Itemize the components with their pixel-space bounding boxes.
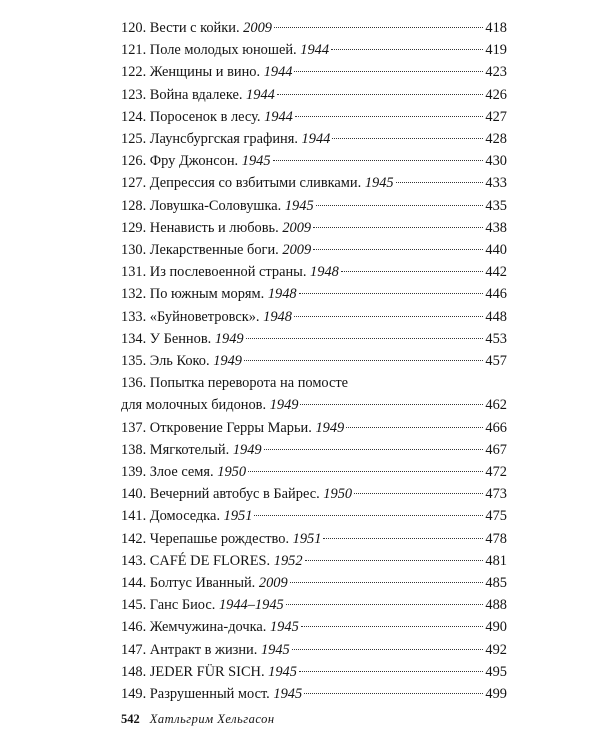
toc-entry-row — [121, 61, 507, 83]
toc-entry-row — [121, 150, 507, 172]
toc-entry — [121, 61, 507, 83]
toc-dot-leader — [254, 515, 483, 516]
toc-entry-year: 1952 — [273, 552, 303, 569]
toc-entry-row — [121, 639, 507, 661]
toc-entry-page: 418 — [485, 20, 507, 36]
toc-entry-page: 490 — [485, 619, 507, 636]
toc-entry-title: Лаунсбургская графиня. — [149, 131, 298, 148]
toc-entry-row — [121, 283, 507, 305]
toc-entry-title: Эль Коко. — [149, 353, 210, 370]
toc-entry-title: Мягкотелый. — [149, 441, 230, 458]
toc-entry — [121, 616, 507, 638]
toc-entry-number: 123. — [121, 86, 147, 103]
toc-entry-title: Ловушка-Соловушка. — [149, 197, 282, 214]
toc-entry-year: 2009 — [243, 20, 272, 36]
toc-entry — [121, 39, 507, 61]
toc-entry-page: 467 — [485, 441, 507, 458]
toc-entry-year: 1945 — [241, 153, 271, 170]
toc-entry-title: Женщины и вино. — [149, 64, 261, 81]
toc-entry-title: Вести с койки. — [149, 20, 240, 36]
toc-entry-number: 131. — [121, 264, 147, 281]
toc-dot-leader — [290, 582, 484, 583]
toc-entry — [121, 195, 507, 217]
toc-dot-leader — [299, 293, 484, 294]
toc-entry-title-group — [121, 661, 297, 683]
toc-entry-page: 430 — [485, 153, 507, 170]
table-of-contents — [121, 17, 507, 705]
toc-entry-title: Ненависть и любовь. — [149, 219, 279, 236]
toc-dot-leader — [299, 671, 483, 672]
toc-entry-title-group — [121, 461, 246, 483]
toc-entry-title-group — [121, 150, 271, 172]
toc-entry-number: 125. — [121, 131, 147, 148]
toc-entry-title: Домоседка. — [149, 508, 221, 525]
toc-entry-row — [121, 550, 507, 572]
footer-page-number: 542 — [121, 712, 140, 726]
toc-entry-number: 134. — [121, 330, 147, 347]
toc-entry-number: 143. — [121, 552, 147, 569]
toc-entry-row — [121, 505, 507, 527]
toc-entry-row — [121, 661, 507, 683]
toc-entry-page: 453 — [485, 330, 507, 347]
toc-entry — [121, 461, 507, 483]
toc-entry-year: 1950 — [323, 486, 353, 503]
toc-dot-leader — [313, 249, 483, 250]
toc-entry-page: 466 — [485, 419, 507, 436]
toc-entry-number: 148. — [121, 663, 147, 680]
toc-dot-leader — [301, 626, 484, 627]
toc-dot-leader — [248, 471, 483, 472]
toc-entry-number: 140. — [121, 486, 147, 503]
toc-entry-row — [121, 528, 507, 550]
toc-entry-row — [121, 195, 507, 217]
toc-entry-year: 1951 — [292, 530, 322, 547]
toc-dot-leader — [304, 693, 483, 694]
toc-entry — [121, 483, 507, 505]
toc-dot-leader — [331, 49, 483, 50]
toc-entry-title-group — [121, 128, 330, 150]
toc-entry — [121, 328, 507, 350]
toc-entry-page: 462 — [485, 397, 507, 414]
toc-entry-page: 428 — [485, 131, 507, 148]
toc-entry-row — [121, 572, 507, 594]
toc-entry-number: 138. — [121, 441, 147, 458]
toc-entry-number: 142. — [121, 530, 147, 547]
toc-entry-title-group — [121, 39, 329, 61]
toc-entry-title: JEDER FÜR SICH. — [149, 663, 265, 680]
toc-entry-title-group — [121, 350, 242, 372]
toc-entry-title: Разрушенный мост. — [149, 686, 270, 703]
toc-entry-title: Болтус Иванный. — [149, 575, 256, 592]
toc-entry — [121, 128, 507, 150]
toc-entry-number: 120. — [121, 20, 147, 36]
toc-entry — [121, 594, 507, 616]
toc-entry-title: Война вдалеке. — [149, 86, 243, 103]
toc-entry-number: 137. — [121, 419, 147, 436]
toc-entry-title: Антракт в жизни. — [149, 641, 258, 658]
toc-dot-leader — [264, 449, 484, 450]
toc-entry — [121, 661, 507, 683]
page-footer — [121, 712, 275, 727]
toc-entry-page: 438 — [485, 219, 507, 236]
toc-entry-number: 128. — [121, 197, 147, 214]
toc-entry — [121, 150, 507, 172]
toc-entry-number: 136. — [121, 375, 147, 392]
toc-entry-page: 427 — [485, 108, 507, 125]
toc-entry-title: «Буйноветровск». — [149, 308, 260, 325]
toc-dot-leader — [246, 338, 484, 339]
toc-entry-year: 1949 — [232, 441, 262, 458]
toc-entry-number: 145. — [121, 597, 147, 614]
toc-entry-page: 423 — [485, 64, 507, 81]
toc-entry-row — [121, 39, 507, 61]
toc-entry — [121, 84, 507, 106]
toc-entry-number: 144. — [121, 575, 147, 592]
toc-entry — [121, 306, 507, 328]
toc-entry-year: 1944–1945 — [218, 597, 284, 614]
toc-dot-leader — [341, 271, 484, 272]
toc-entry-title: Поросенок в лесу. — [149, 108, 261, 125]
toc-entry-row — [121, 261, 507, 283]
toc-entry — [121, 572, 507, 594]
toc-dot-leader — [244, 360, 483, 361]
toc-entry — [121, 172, 507, 194]
toc-dot-leader — [294, 71, 483, 72]
toc-entry-page: 440 — [485, 242, 507, 259]
toc-entry-year: 2009 — [258, 575, 288, 592]
toc-entry-page: 433 — [485, 175, 507, 192]
toc-entry-title: Лекарственные боги. — [149, 242, 279, 259]
toc-dot-leader — [305, 560, 484, 561]
toc-entry-title-group — [121, 172, 394, 194]
toc-entry-number: 146. — [121, 619, 147, 636]
toc-entry — [121, 528, 507, 550]
toc-dot-leader — [316, 205, 484, 206]
toc-entry-page: 448 — [485, 308, 507, 325]
toc-entry-year: 1945 — [269, 619, 299, 636]
toc-entry-row — [121, 239, 507, 261]
toc-entry-year: 1949 — [315, 419, 345, 436]
toc-entry-title-continuation: для молочных бидонов. — [121, 397, 267, 414]
toc-entry-year: 1948 — [263, 308, 292, 325]
toc-entry-row — [121, 683, 507, 705]
toc-entry-title-group — [121, 594, 284, 616]
toc-entry-title: У Беннов. — [149, 330, 212, 347]
toc-entry-title: Злое семя. — [149, 464, 214, 481]
toc-entry-title-group — [121, 328, 244, 350]
toc-entry-number: 130. — [121, 242, 147, 259]
toc-entry-number: 122. — [121, 64, 147, 81]
footer-author: Хатльгрим Хельгасон — [149, 712, 275, 726]
toc-entry-number: 124. — [121, 108, 147, 125]
toc-entry-year: 1944 — [301, 131, 331, 148]
toc-entry-year: 1950 — [217, 464, 247, 481]
toc-entry-year: 1945 — [268, 663, 297, 680]
toc-entry-year: 1945 — [284, 197, 314, 214]
toc-entry-page: 442 — [485, 264, 507, 281]
toc-entry-title: Депрессия со взбитыми сливками. — [149, 175, 362, 192]
toc-entry-year: 2009 — [282, 219, 312, 236]
toc-dot-leader — [396, 182, 484, 183]
toc-dot-leader — [346, 427, 483, 428]
toc-entry-page: 495 — [485, 663, 507, 680]
toc-entry-title: По южным морям. — [149, 286, 265, 303]
toc-entry-title-group — [121, 106, 293, 128]
toc-entry-page: 473 — [485, 486, 507, 503]
toc-entry-number: 149. — [121, 686, 147, 703]
toc-entry-row — [121, 306, 507, 328]
toc-entry-page: 475 — [485, 508, 507, 525]
toc-entry-title-group — [121, 639, 290, 661]
toc-entry — [121, 283, 507, 305]
toc-entry — [121, 217, 507, 239]
toc-entry — [121, 639, 507, 661]
toc-entry-title-group — [121, 616, 299, 638]
toc-entry-page: 426 — [485, 86, 507, 103]
toc-entry — [121, 439, 507, 461]
toc-entry-row — [121, 17, 507, 39]
toc-entry-number: 132. — [121, 286, 147, 303]
toc-entry-year: 1944 — [246, 86, 275, 103]
toc-dot-leader — [277, 94, 484, 95]
toc-entry-row — [121, 84, 507, 106]
toc-entry — [121, 372, 507, 416]
toc-entry-page: 446 — [485, 286, 507, 303]
toc-entry-year: 1944 — [263, 64, 293, 81]
toc-dot-leader — [323, 538, 483, 539]
toc-entry-title: Черепашье рождество. — [149, 530, 290, 547]
toc-entry-year: 1948 — [310, 264, 339, 281]
toc-entry — [121, 17, 507, 39]
toc-entry-title-group — [121, 217, 311, 239]
toc-entry — [121, 417, 507, 439]
toc-entry-number: 126. — [121, 153, 147, 170]
toc-entry — [121, 683, 507, 705]
toc-entry-number: 139. — [121, 464, 147, 481]
toc-entry-title: Ганс Биос. — [149, 597, 216, 614]
toc-entry-title-group — [121, 61, 292, 83]
toc-entry-title-group — [121, 306, 292, 328]
toc-entry-page: 492 — [485, 641, 507, 658]
toc-entry — [121, 550, 507, 572]
toc-entry-year: 1948 — [267, 286, 297, 303]
toc-entry-number: 127. — [121, 175, 147, 192]
toc-dot-leader — [300, 404, 483, 405]
toc-entry-year: 1945 — [273, 686, 303, 703]
toc-entry-row — [121, 616, 507, 638]
toc-entry-title: Из послевоенной страны. — [149, 264, 307, 281]
toc-entry-title-group — [121, 394, 298, 416]
toc-entry-title-group — [121, 261, 339, 283]
toc-entry-row — [121, 217, 507, 239]
toc-dot-leader — [286, 604, 484, 605]
toc-entry-title-group — [121, 439, 262, 461]
toc-entry-title-group — [121, 505, 252, 527]
toc-entry-title: CAFÉ DE FLORES. — [149, 552, 271, 569]
toc-entry-year: 1949 — [269, 397, 299, 414]
toc-entry-number: 141. — [121, 508, 147, 525]
toc-dot-leader — [292, 649, 484, 650]
toc-entry-row — [121, 350, 507, 372]
toc-entry-title: Поле молодых юношей. — [149, 42, 297, 59]
toc-entry-title: Вечерний автобус в Байрес. — [149, 486, 320, 503]
toc-entry-title-group — [121, 239, 311, 261]
toc-entry-year: 1944 — [300, 42, 330, 59]
toc-entry-title-group — [121, 483, 352, 505]
toc-entry-number: 129. — [121, 219, 147, 236]
toc-entry-title: Жемчужина-дочка. — [149, 619, 267, 636]
toc-entry-title-group — [121, 195, 314, 217]
toc-entry-year: 2009 — [282, 242, 312, 259]
toc-entry — [121, 106, 507, 128]
toc-entry-number: 135. — [121, 353, 147, 370]
toc-entry-row — [121, 328, 507, 350]
toc-entry-row — [121, 128, 507, 150]
toc-entry-title-group — [121, 572, 288, 594]
toc-entry-row — [121, 483, 507, 505]
toc-entry-row — [121, 106, 507, 128]
toc-entry-title: Фру Джонсон. — [149, 153, 239, 170]
toc-entry-page: 419 — [485, 42, 507, 59]
toc-entry — [121, 350, 507, 372]
toc-entry-title-group — [121, 550, 303, 572]
toc-entry-page: 481 — [485, 552, 507, 569]
toc-entry-year: 1949 — [213, 353, 242, 370]
toc-dot-leader — [294, 316, 483, 317]
toc-entry-year: 1945 — [364, 175, 394, 192]
toc-entry-title-group — [121, 683, 302, 705]
toc-entry — [121, 261, 507, 283]
toc-entry-year: 1944 — [264, 108, 293, 125]
toc-entry-page: 499 — [485, 686, 507, 703]
toc-dot-leader — [354, 493, 483, 494]
toc-entry-title-group — [121, 283, 297, 305]
toc-entry-page: 478 — [485, 530, 507, 547]
toc-entry-title-group — [121, 528, 321, 550]
toc-entry-first-line — [121, 372, 507, 394]
toc-entry-year: 1951 — [223, 508, 253, 525]
toc-entry-row — [121, 172, 507, 194]
toc-entry-row — [121, 439, 507, 461]
toc-entry-page: 472 — [485, 464, 507, 481]
toc-dot-leader — [295, 116, 484, 117]
toc-entry-page: 485 — [485, 575, 507, 592]
toc-entry — [121, 505, 507, 527]
toc-entry-number: 147. — [121, 641, 147, 658]
toc-entry-title-group — [121, 84, 275, 106]
toc-dot-leader — [273, 160, 484, 161]
toc-entry-row — [121, 594, 507, 616]
toc-entry-page: 488 — [485, 597, 507, 614]
toc-entry-row — [121, 461, 507, 483]
toc-entry-row — [121, 394, 507, 416]
toc-entry-year: 1949 — [214, 330, 244, 347]
toc-entry-page: 457 — [485, 353, 507, 370]
toc-entry-title: Откровение Герры Марьи. — [149, 419, 312, 436]
toc-entry-number: 133. — [121, 308, 147, 325]
toc-dot-leader — [313, 227, 483, 228]
toc-entry-page: 435 — [485, 197, 507, 214]
toc-dot-leader — [332, 138, 483, 139]
toc-entry — [121, 239, 507, 261]
toc-entry-year: 1945 — [260, 641, 290, 658]
toc-entry-title-group — [121, 417, 344, 439]
toc-entry-title-group — [121, 17, 272, 39]
toc-entry-number: 121. — [121, 42, 147, 59]
toc-dot-leader — [274, 27, 483, 28]
toc-entry-row — [121, 417, 507, 439]
toc-entry-title: Попытка переворота на помосте — [149, 375, 349, 392]
